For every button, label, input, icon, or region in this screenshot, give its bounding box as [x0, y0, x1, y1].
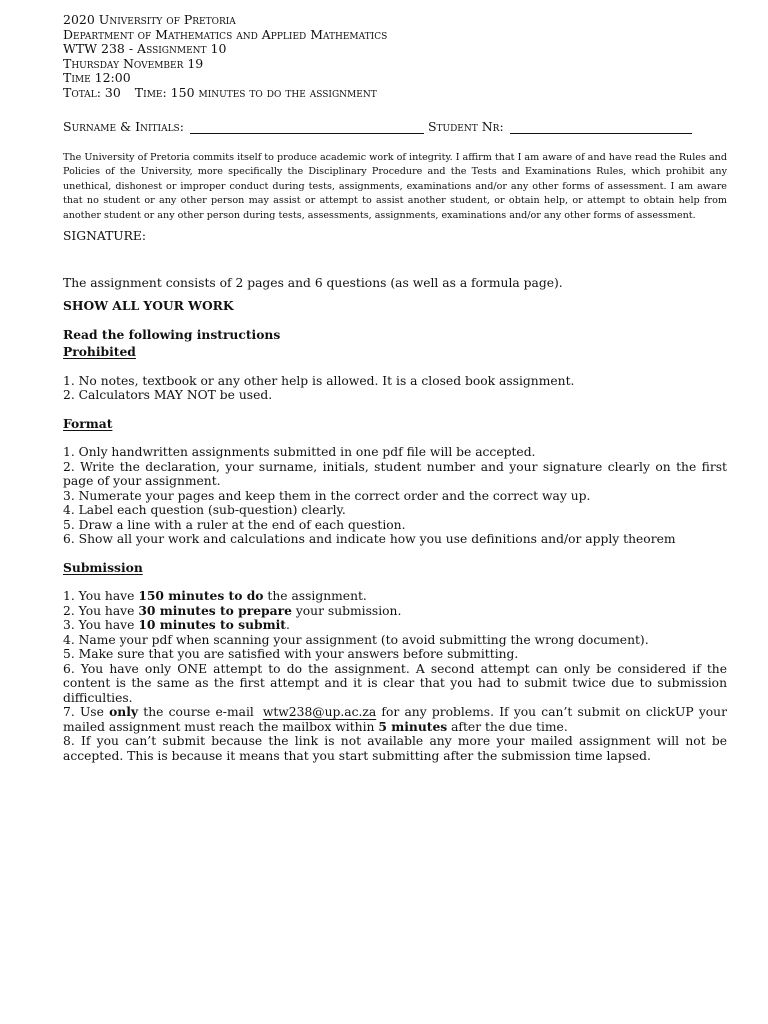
submission-item-2-text: 2. You have	[63, 603, 139, 618]
signature-label: SIGNATURE:	[63, 228, 147, 243]
format-item-1: 1. Only handwritten assignments submitted in one pdf file will be accepted.	[63, 445, 536, 460]
format-item-4: 4. Label each question (sub-question) clearly.	[63, 503, 346, 518]
read-instructions-heading: Read the following instructions	[63, 326, 281, 342]
assignment-title: WTW 238 - Assignment 10	[63, 41, 227, 57]
submission-item-1-emphasis: 150 minutes to do	[138, 588, 264, 604]
submission-item-2	[63, 604, 727, 619]
submission-item-6: 6. You have only ONE attempt to do the assignment. A second attempt can only be considered if the content is the same as the first attempt and it is clear that you had to submit twice due to submission difficulties.	[63, 661, 727, 705]
submission-item-7-text: 7. Use	[63, 705, 110, 720]
submission-item-2-emphasis: 30 minutes to prepare	[138, 602, 292, 618]
signature-space	[63, 243, 727, 276]
format-heading: Format	[63, 415, 113, 431]
submission-item-2-tail: your submission.	[291, 603, 402, 618]
submission-item-7-continuation: for any problems. If you can’t submit on clickUP your mailed assignment must reach the mailbox within	[63, 705, 727, 734]
prohibited-list	[63, 374, 727, 403]
submission-item-7-emphasis-deadline: 5 minutes	[378, 718, 448, 734]
assignment-page	[63, 13, 727, 763]
university-line: 2020 University of Pretoria	[63, 12, 236, 27]
submission-item-7-tail: after the due time.	[447, 719, 568, 734]
prohibited-item-1: 1. No notes, textbook or any other help is allowed. It is a closed book assignment.	[63, 373, 575, 388]
submission-item-7	[63, 705, 727, 734]
format-item-6: 6. Show all your work and calculations and indicate how you use definitions and/or apply theorem	[63, 532, 676, 547]
submission-item-7-mid: the course e-mail	[138, 705, 254, 720]
submission-item-7-emphasis-only: only	[109, 704, 139, 720]
integrity-declaration: The University of Pretoria commits itself to produce academic work of integrity. I affirm that I am aware of and have read the Rules and Policies of the University, more specifically the Disciplinary Procedure and the Tests and Examinations Rules, which prohibit any unethical, dishonest or improper conduct during tests, assignments, examinations and/or any other forms of assessment. I am aware that no student or any other person may assist or attempt to assist another student, or obtain help, or attempt to obtain help from another student or any other person during tests, assessments, assignments, examinations and/or any other forms of assessment.	[63, 151, 727, 221]
student-number-blank	[510, 121, 692, 134]
prohibited-item-2: 2. Calculators MAY NOT be used.	[63, 388, 273, 403]
prohibited-heading: Prohibited	[63, 344, 136, 360]
submission-item-1	[63, 589, 727, 604]
show-work-heading: SHOW ALL YOUR WORK	[63, 298, 234, 314]
time-allowed: Time: 150 minutes to do the assignment	[134, 84, 377, 100]
submission-item-3-tail: .	[285, 618, 290, 633]
total-marks: Total: 30	[63, 84, 121, 100]
course-email-link[interactable]: wtw238@up.ac.za	[262, 705, 377, 720]
student-number-label: Student Nr:	[427, 118, 504, 134]
submission-item-8: 8. If you can’t submit because the link is not available any more your mailed assignment will not be accepted. This is because it means that you start submitting after the submission time lapsed.	[63, 734, 727, 763]
submission-item-1-tail: the assignment.	[263, 589, 367, 604]
surname-label: Surname & Initials:	[63, 118, 184, 134]
assignment-intro: The assignment consists of 2 pages and 6 questions (as well as a formula page).	[63, 275, 563, 290]
submission-item-1-text: 1. You have	[63, 589, 139, 604]
format-item-3: 3. Numerate your pages and keep them in the correct order and the correct way up.	[63, 488, 591, 503]
submission-list	[63, 589, 727, 763]
total-time-line	[63, 86, 727, 101]
time-line: Time 12:00	[63, 70, 131, 86]
date-line: Thursday November 19	[63, 55, 204, 71]
submission-item-3-emphasis: 10 minutes to submit	[138, 617, 286, 633]
format-list	[63, 445, 727, 547]
submission-item-5: 5. Make sure that you are satisfied with your answers before submitting.	[63, 647, 519, 662]
department-line: Department of Mathematics and Applied Mathematics	[63, 26, 388, 42]
format-item-5: 5. Draw a line with a ruler at the end of each question.	[63, 517, 406, 532]
surname-blank	[190, 121, 424, 134]
submission-item-4: 4. Name your pdf when scanning your assignment (to avoid submitting the wrong document).	[63, 632, 649, 647]
identification-row	[63, 118, 727, 134]
submission-item-3-text: 3. You have	[63, 618, 139, 633]
submission-heading: Submission	[63, 559, 143, 575]
submission-item-3	[63, 618, 727, 633]
format-item-2: 2. Write the declaration, your surname, initials, student number and your signature clearly on the first page of your assignment.	[63, 459, 727, 489]
